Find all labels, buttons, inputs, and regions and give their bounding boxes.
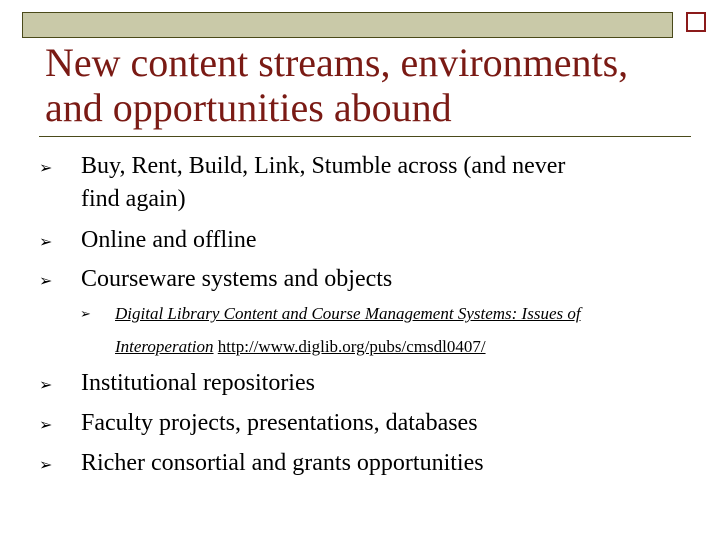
bullet-3: Courseware systems and objects — [81, 266, 393, 292]
header-bar — [22, 12, 673, 38]
sub-bullet-citation — [115, 297, 685, 363]
title-line-1: New content streams, environments, — [45, 40, 629, 85]
bullet-2: Online and offline — [81, 227, 257, 253]
title-divider — [39, 136, 691, 137]
citation-url-link[interactable]: http://www.diglib.org/pubs/cmsdl0407/ — [217, 337, 486, 356]
arrowhead-bullet-icon: ➢ — [39, 158, 53, 177]
arrowhead-bullet-icon: ➢ — [39, 455, 53, 474]
title-line-2: and opportunities abound — [45, 85, 452, 130]
bullet-1-line-1: Buy, Rent, Build, Link, Stumble across (and never — [81, 153, 566, 179]
arrowhead-bullet-icon: ➢ — [80, 307, 91, 322]
bullet-5: Faculty projects, presentations, databases — [81, 410, 478, 436]
bullet-4: Institutional repositories — [81, 370, 315, 396]
corner-square-icon — [686, 12, 706, 32]
bullet-1-line-2: find again) — [81, 186, 186, 212]
citation-title-line-1[interactable]: Digital Library Content and Course Management Systems: Issues of — [115, 304, 581, 323]
arrowhead-bullet-icon: ➢ — [39, 271, 53, 290]
arrowhead-bullet-icon: ➢ — [39, 415, 53, 434]
arrowhead-bullet-icon: ➢ — [39, 375, 53, 394]
arrowhead-bullet-icon: ➢ — [39, 232, 53, 251]
bullet-6: Richer consortial and grants opportunities — [81, 450, 484, 476]
bullet-item — [81, 150, 681, 216]
slide-title — [45, 40, 685, 130]
citation-title-line-2[interactable]: Interoperation — [115, 337, 214, 356]
